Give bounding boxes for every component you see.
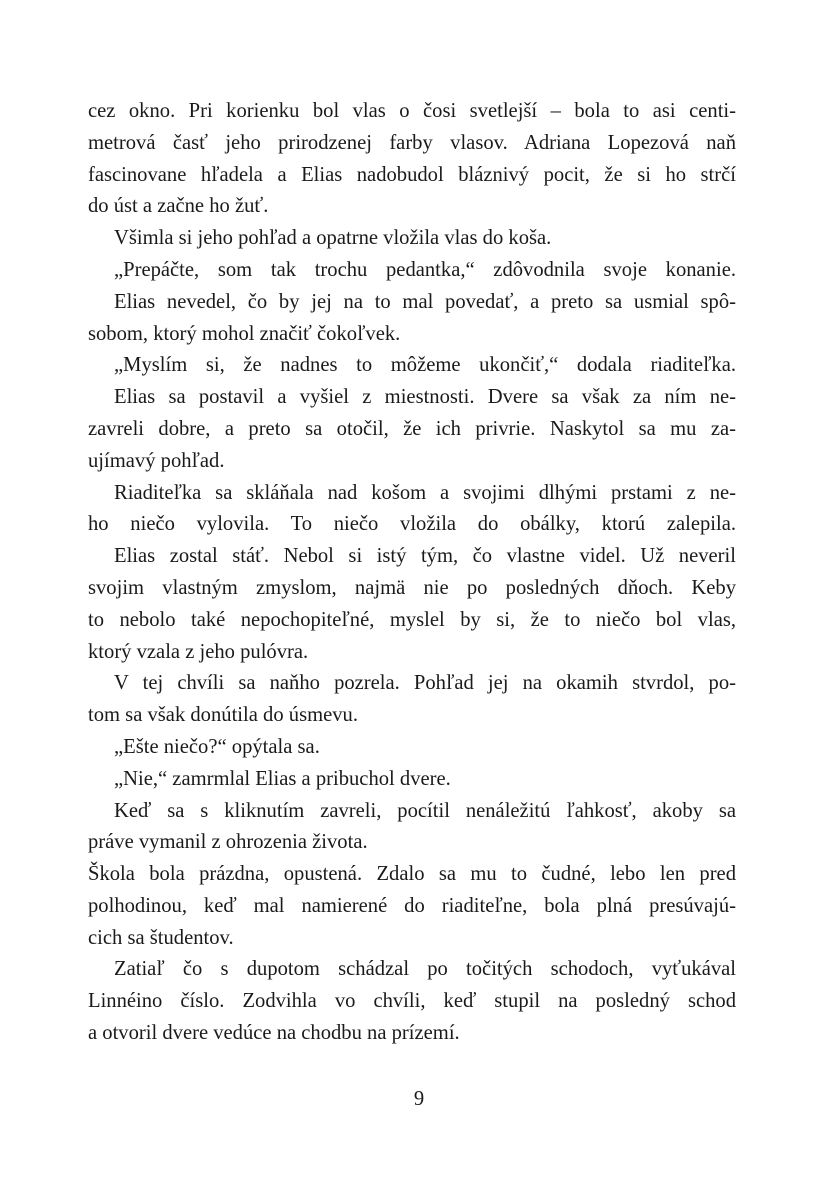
text-line: do úst a začne ho žuť.: [88, 195, 269, 218]
text-line: Elias nevedel, čo by jej na to mal povedať, a preto sa usmial spô-: [114, 290, 736, 313]
text-line: Zatiaľ čo s dupotom schádzal po točitých schodoch, vyťukával: [114, 958, 736, 981]
text-line: Elias zostal stáť. Nebol si istý tým, čo vlastne videl. Už neveril: [114, 545, 736, 568]
text-line: Keď sa s kliknutím zavreli, pocítil nenáležitú ľahkosť, akoby sa: [114, 799, 736, 822]
text-line: práve vymanil z ohrozenia života.: [88, 831, 368, 854]
page-number: 9: [413, 1088, 425, 1110]
text-line: a otvoril dvere vedúce na chodbu na prízemí.: [88, 1021, 460, 1044]
text-line: Elias sa postavil a vyšiel z miestnosti. Dvere sa však za ním ne-: [114, 386, 736, 409]
text-line: tom sa však donútila do úsmevu.: [88, 704, 358, 727]
text-section-2: [88, 859, 736, 1050]
text-line: Riaditeľka sa skláňala nad košom a svojimi dlhými prstami z ne-: [114, 481, 736, 504]
text-line: sobom, ktorý mohol značiť čokoľvek.: [88, 322, 401, 345]
text-line: zavreli dobre, a preto sa otočil, že ich privrie. Naskytol sa mu za-: [88, 417, 736, 440]
text-line: „Nie,“ zamrmlal Elias a pribuchol dvere.: [114, 767, 451, 790]
text-line: Škola bola prázdna, opustená. Zdalo sa mu to čudné, lebo len pred: [88, 863, 736, 885]
text-line: „Ešte niečo?“ opýtala sa.: [114, 735, 320, 758]
text-section-1: [88, 96, 736, 859]
text-line: polhodinou, keď mal namierené do riaditeľne, bola plná presúvajú-: [88, 894, 736, 917]
text-line: cich sa študentov.: [88, 926, 234, 949]
text-line: Linnéino číslo. Zodvihla vo chvíli, keď stupil na posledný schod: [88, 990, 736, 1013]
text-line: ktorý vzala z jeho pulóvra.: [88, 640, 309, 663]
text-line: to nebolo také nepochopiteľné, myslel by si, že to niečo bol vlas,: [88, 608, 736, 631]
text-line: ujímavý pohľad.: [88, 449, 225, 472]
text-line: cez okno. Pri korienku bol vlas o čosi svetlejší – bola to asi centi-: [88, 100, 736, 122]
text-line: metrová časť jeho prirodzenej farby vlasov. Adriana Lopezová naň: [88, 131, 736, 154]
text-line: „Myslím si, že nadnes to môžeme ukončiť,“ dodala riaditeľka.: [114, 354, 736, 377]
text-line: fascinovane hľadela a Elias nadobudol bláznivý pocit, že si ho strčí: [88, 163, 736, 186]
text-line: svojim vlastným zmyslom, najmä nie po posledných dňoch. Keby: [88, 576, 736, 599]
text-line: V tej chvíli sa naňho pozrela. Pohľad jej na okamih stvrdol, po-: [114, 672, 736, 695]
text-line: Všimla si jeho pohľad a opatrne vložila vlas do koša.: [114, 227, 552, 250]
text-line: „Prepáčte, som tak trochu pedantka,“ zdôvodnila svoje konanie.: [114, 258, 736, 281]
text-line: ho niečo vylovila. To niečo vložila do obálky, ktorú zalepila.: [88, 513, 736, 536]
